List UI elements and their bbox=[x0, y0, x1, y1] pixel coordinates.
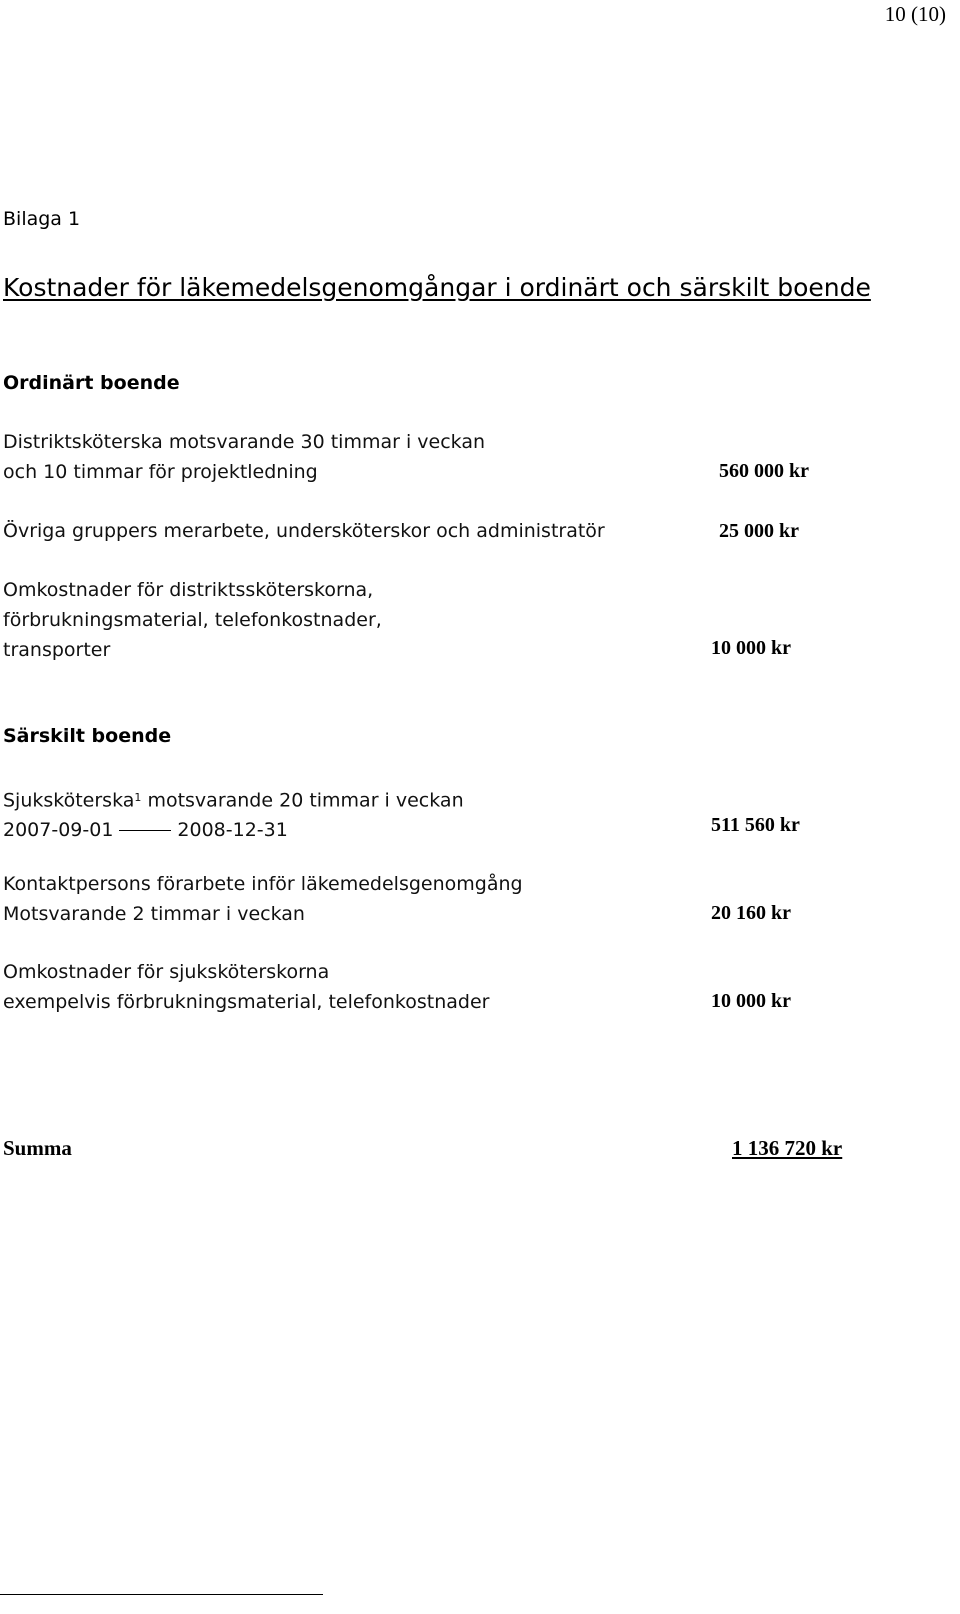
date-from: 2007-09-01 bbox=[3, 819, 114, 842]
description-line: Distriktsköterska motsvarande 30 timmar i veckan bbox=[3, 431, 486, 453]
cost-item-amount: 20 160 kr bbox=[711, 902, 791, 924]
date-range-dash bbox=[119, 830, 171, 831]
total-amount: 1 136 720 kr bbox=[732, 1136, 843, 1160]
cost-item-amount: 25 000 kr bbox=[719, 520, 799, 542]
description-line: transporter bbox=[3, 639, 111, 661]
description-line: och 10 timmar för projektledning bbox=[3, 461, 318, 483]
cost-item-amount: 560 000 kr bbox=[719, 460, 809, 482]
page-title: Kostnader för läkemedelsgenomgångar i ordinärt och särskilt boende bbox=[3, 273, 871, 302]
cost-item-amount: 10 000 kr bbox=[711, 637, 791, 659]
cost-item-description bbox=[3, 575, 382, 665]
cost-item-description bbox=[3, 781, 464, 845]
cost-item-description bbox=[3, 957, 489, 1017]
cost-item-amount: 511 560 kr bbox=[711, 814, 800, 836]
date-to: 2008-12-31 bbox=[177, 819, 288, 842]
date-range bbox=[3, 815, 464, 845]
appendix-label: Bilaga 1 bbox=[3, 208, 81, 230]
description-line bbox=[3, 781, 464, 815]
footnote-separator bbox=[0, 1594, 323, 1595]
footnote-reference: 1 bbox=[134, 791, 142, 804]
cost-item-description bbox=[3, 427, 485, 487]
description-line: Övriga gruppers merarbete, undersköterskor och administratör bbox=[3, 520, 605, 542]
description-text: motsvarande 20 timmar i veckan bbox=[141, 789, 464, 812]
page-number: 10 (10) bbox=[884, 2, 946, 26]
description-line: förbrukningsmaterial, telefonkostnader, bbox=[3, 609, 382, 631]
description-line: Omkostnader för distriktssköterskorna, bbox=[3, 579, 374, 601]
total-label: Summa bbox=[3, 1136, 72, 1160]
section-heading-special: Särskilt boende bbox=[3, 725, 172, 747]
description-line: Omkostnader för sjuksköterskorna bbox=[3, 961, 330, 983]
description-line: Kontaktpersons förarbete inför läkemedelsgenomgång bbox=[3, 873, 523, 895]
cost-item-amount: 10 000 kr bbox=[711, 990, 791, 1012]
description-text: Sjuksköterska bbox=[3, 789, 135, 812]
cost-item-description bbox=[3, 516, 605, 546]
section-heading-ordinary: Ordinärt boende bbox=[3, 372, 180, 394]
description-line: Motsvarande 2 timmar i veckan bbox=[3, 903, 305, 925]
cost-item-description bbox=[3, 869, 523, 929]
description-line: exempelvis förbrukningsmaterial, telefonkostnader bbox=[3, 991, 490, 1013]
